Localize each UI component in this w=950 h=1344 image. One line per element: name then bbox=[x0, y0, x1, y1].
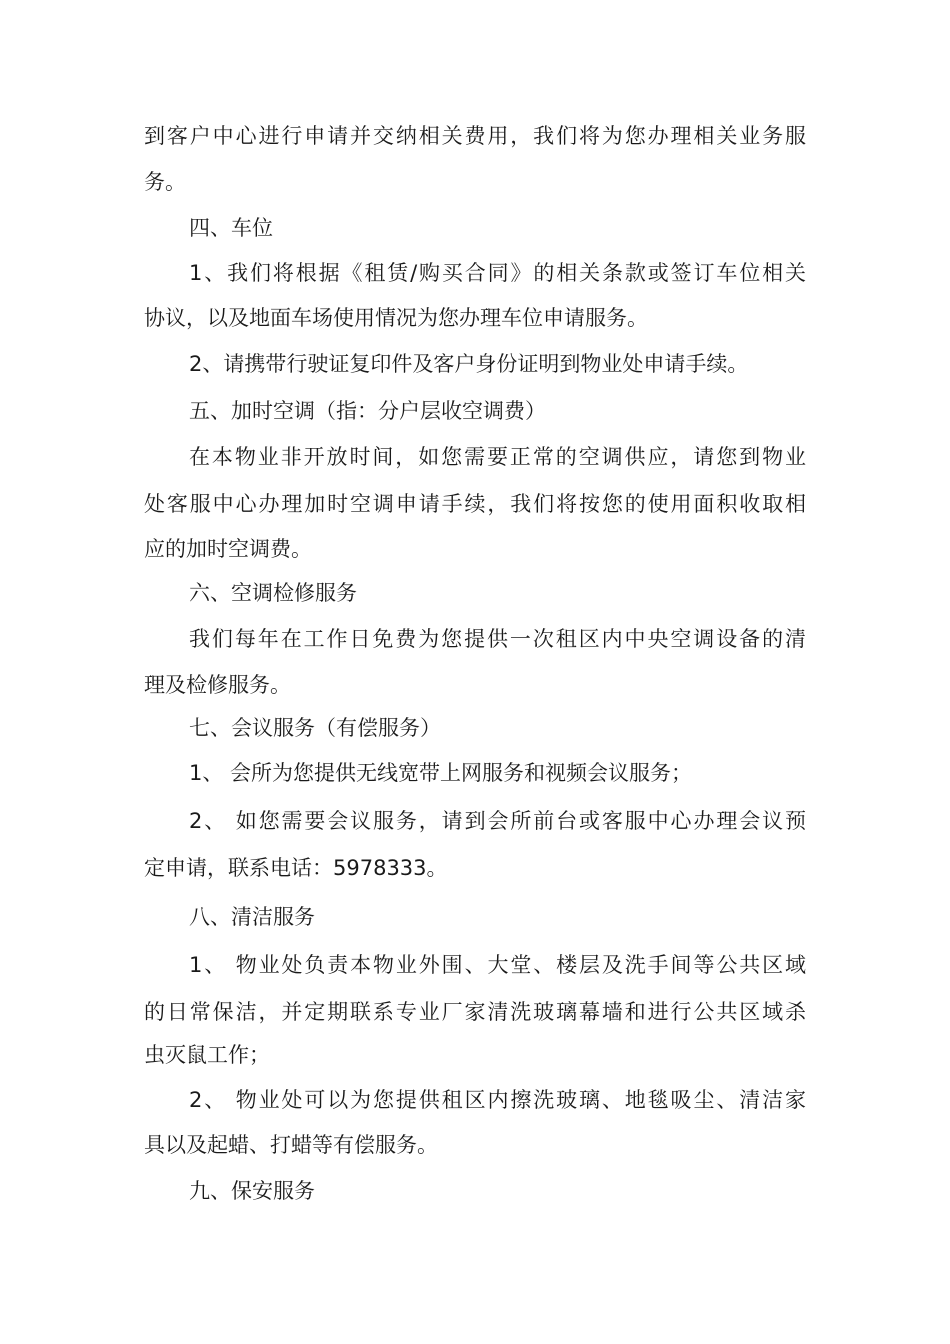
paragraph-line: 2、请携带行驶证复印件及客户身份证明到物业处申请手续。 bbox=[189, 352, 749, 376]
paragraph-line: 1、 物业处负责本物业外围、大堂、楼层及洗手间等公共区域 bbox=[189, 953, 806, 977]
section-heading-security: 九、保安服务 bbox=[189, 1179, 315, 1203]
section-heading-ac-overtime: 五、加时空调（指：分户层收空调费） bbox=[189, 399, 546, 423]
section-heading-parking: 四、车位 bbox=[189, 216, 273, 240]
paragraph-line: 处客服中心办理加时空调申请手续，我们将按您的使用面积收取相 bbox=[144, 492, 806, 516]
paragraph-line: 理及检修服务。 bbox=[144, 673, 291, 697]
paragraph-line: 在本物业非开放时间，如您需要正常的空调供应，请您到物业 bbox=[189, 445, 806, 469]
section-heading-meeting: 七、会议服务（有偿服务） bbox=[189, 716, 441, 740]
paragraph-line: 务。 bbox=[144, 170, 186, 194]
section-heading-cleaning: 八、清洁服务 bbox=[189, 905, 315, 929]
paragraph-line: 定申请，联系电话：5978333。 bbox=[144, 856, 448, 880]
paragraph-line: 到客户中心进行申请并交纳相关费用，我们将为您办理相关业务服 bbox=[144, 124, 806, 148]
paragraph-line: 虫灭鼠工作； bbox=[144, 1043, 270, 1067]
paragraph-line: 我们每年在工作日免费为您提供一次租区内中央空调设备的清 bbox=[189, 627, 806, 651]
paragraph-line: 协议，以及地面车场使用情况为您办理车位申请服务。 bbox=[144, 306, 648, 330]
section-heading-ac-maintenance: 六、空调检修服务 bbox=[189, 581, 357, 605]
paragraph-line: 具以及起蜡、打蜡等有偿服务。 bbox=[144, 1133, 438, 1157]
paragraph-line: 1、我们将根据《租赁/购买合同》的相关条款或签订车位相关 bbox=[189, 261, 806, 285]
paragraph-line: 应的加时空调费。 bbox=[144, 537, 312, 561]
paragraph-line: 2、 物业处可以为您提供租区内擦洗玻璃、地毯吸尘、清洁家 bbox=[189, 1088, 806, 1112]
paragraph-line: 的日常保洁，并定期联系专业厂家清洗玻璃幕墙和进行公共区域杀 bbox=[144, 1000, 806, 1024]
paragraph-line: 2、 如您需要会议服务，请到会所前台或客服中心办理会议预 bbox=[189, 809, 806, 833]
paragraph-line: 1、 会所为您提供无线宽带上网服务和视频会议服务； bbox=[189, 761, 693, 785]
